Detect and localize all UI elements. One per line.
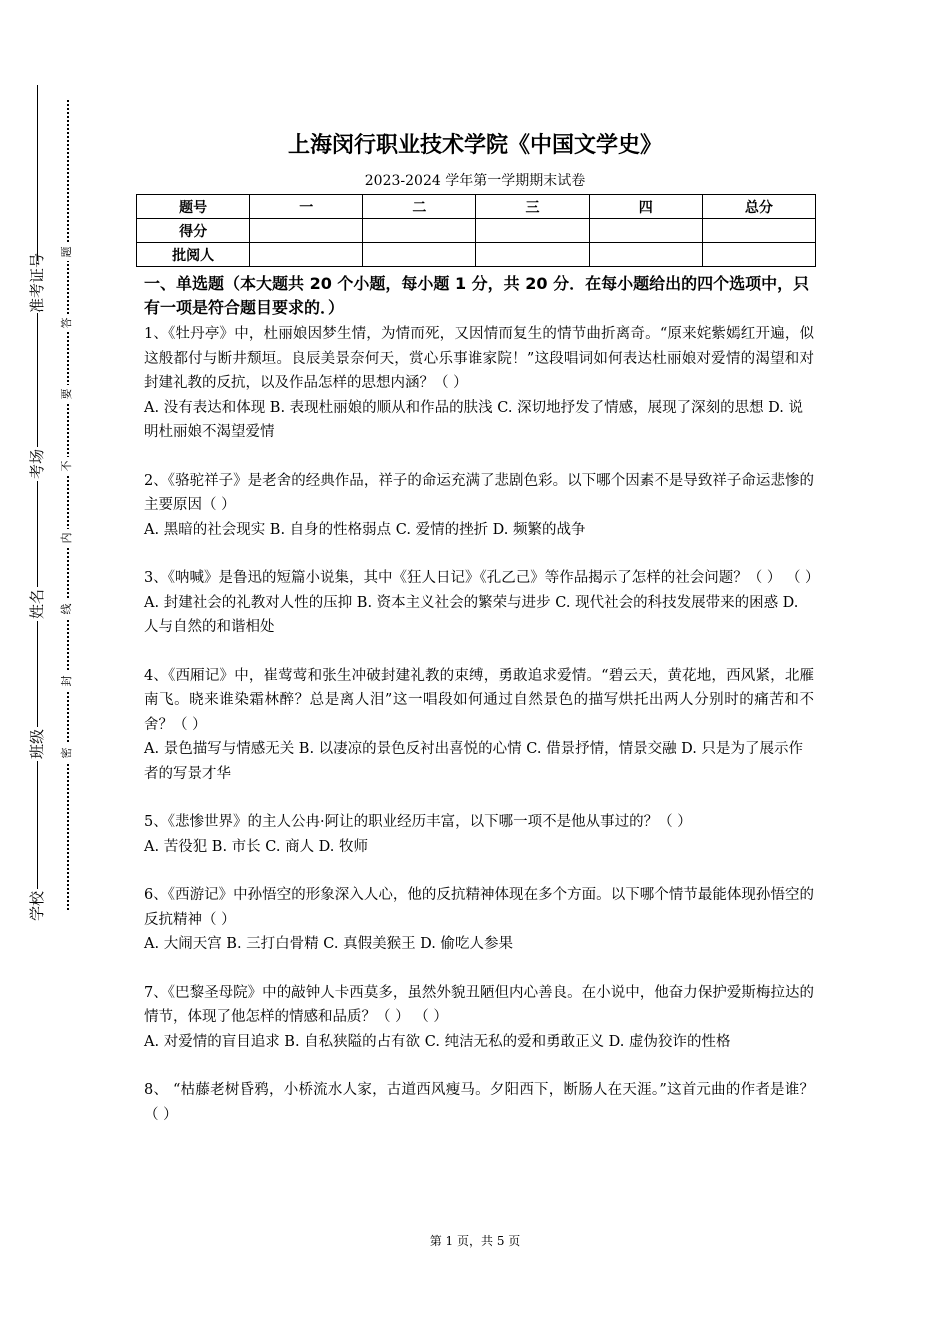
question-item	[144, 566, 820, 640]
question-item	[144, 981, 814, 1055]
question-item	[144, 1078, 814, 1127]
question-options: A. 没有表达和体现 B. 表现杜丽娘的顺从和作品的肤浅 C. 深切地抒发了情感，展现了深刻的思想 D. 说明杜丽娘不渴望爱情	[144, 399, 804, 440]
score-cell	[702, 219, 815, 243]
seal-char: 题	[58, 243, 76, 261]
section-heading: 一、单选题（本大题共 20 个小题，每小题 1 分，共 20 分．在每小题给出的四个选项中，只有一项是符合题目要求的．）	[144, 274, 810, 317]
page-footer: 第 1 页，共 5 页	[429, 1234, 521, 1248]
score-header-cell: 二	[363, 195, 476, 219]
score-cell	[589, 219, 702, 243]
question-item	[144, 322, 814, 445]
question-stem: 8、 “枯藤老树昏鸦，小桥流水人家，古道西风瘦马。夕阳西下，断肠人在天涯。”这首元曲的作者是谁？（ ）	[144, 1082, 814, 1123]
score-cell	[250, 219, 363, 243]
binding-solid-line	[37, 85, 38, 915]
score-row-label: 批阅人	[137, 243, 250, 267]
score-header-cell: 题号	[137, 195, 250, 219]
score-table	[136, 194, 816, 267]
score-cell	[589, 243, 702, 267]
seal-char: 封	[58, 672, 76, 690]
score-header-cell: 总分	[702, 195, 815, 219]
question-options: A. 封建社会的礼教对人性的压抑 B. 资本主义社会的繁荣与进步 C. 现代社会的科技发展带来的困惑 D. 人与自然的和谐相处	[144, 594, 799, 635]
question-options: A. 对爱情的盲目追求 B. 自私狭隘的占有欲 C. 纯洁无私的爱和勇敢正义 D. 虚伪狡诈的性格	[144, 1033, 731, 1050]
name-label: 姓名	[23, 587, 51, 621]
score-cell	[363, 243, 476, 267]
seal-char: 答	[58, 314, 76, 332]
score-cell	[702, 243, 815, 267]
question-options: A. 苦役犯 B. 市长 C. 商人 D. 牧师	[144, 838, 369, 855]
score-header-cell: 一	[250, 195, 363, 219]
exam-subtitle: 2023-2024 学年第一学期期末试卷	[364, 173, 586, 189]
seal-char: 要	[58, 385, 76, 403]
question-section	[144, 272, 820, 1151]
question-item	[144, 810, 814, 859]
score-cell	[363, 219, 476, 243]
score-row-label: 得分	[137, 219, 250, 243]
exam-number-label: 准考证号	[23, 261, 51, 313]
question-stem: 4、《西厢记》中，崔莺莺和张生冲破封建礼教的束缚，勇敢追求爱情。“碧云天，黄花地，西风紧，北雁南飞。晓来谁染霜林醉？总是离人泪”这一唱段如何通过自然景色的描写烘托出两人分别时的痛苦和不舍？（ ）	[144, 667, 814, 733]
question-options: A. 大闹天宫 B. 三打白骨精 C. 真假美猴王 D. 偷吃人参果	[144, 936, 514, 952]
score-cell	[476, 243, 589, 267]
seal-char: 密	[58, 744, 76, 762]
exam-room-label: 考场	[23, 447, 51, 481]
question-stem: 3、《呐喊》是鲁迅的短篇小说集，其中《狂人日记》《孔乙己》等作品揭示了怎样的社会问题？（ ） （ ）	[144, 570, 820, 586]
seal-char: 内	[58, 529, 76, 547]
question-item	[144, 664, 814, 787]
question-stem: 1、《牡丹亭》中，杜丽娘因梦生情，为情而死，又因情而复生的情节曲折离奇。“原来姹紫嫣红开遍，似这般都付与断井颓垣。良辰美景奈何天，赏心乐事谁家院！”这段唱词如何表达杜丽娘对爱情的渴望和对封建礼教的反抗，以及作品怎样的思想内涵？（ ）	[144, 326, 814, 391]
score-table-row	[137, 243, 816, 267]
score-header-cell: 三	[476, 195, 589, 219]
question-item	[144, 883, 814, 957]
seal-char: 不	[58, 457, 76, 475]
binding-dotted-line	[67, 100, 69, 910]
question-options: A. 景色描写与情感无关 B. 以凄凉的景色反衬出喜悦的心情 C. 借景抒情，情景交融 D. 只是为了展示作者的写景才华	[144, 741, 804, 782]
score-cell	[476, 219, 589, 243]
question-options: A. 黑暗的社会现实 B. 自身的性格弱点 C. 爱情的挫折 D. 频繁的战争	[144, 521, 586, 538]
question-item	[144, 469, 814, 543]
exam-title: 上海闵行职业技术学院《中国文学史》	[287, 133, 662, 158]
binding-margin	[0, 0, 110, 1344]
class-label: 班级	[23, 727, 51, 761]
score-header-cell: 四	[589, 195, 702, 219]
question-stem: 7、《巴黎圣母院》中的敲钟人卡西莫多，虽然外貌丑陋但内心善良。在小说中，他奋力保护爱斯梅拉达的情节，体现了他怎样的情感和品质？（ ） （ ）	[144, 984, 814, 1025]
score-table-header-row	[137, 195, 816, 219]
score-table-row	[137, 219, 816, 243]
school-label: 学校	[23, 889, 51, 923]
question-stem: 6、《西游记》中孙悟空的形象深入人心，他的反抗精神体现在多个方面。以下哪个情节最能体现孙悟空的反抗精神（ ）	[144, 887, 814, 928]
question-stem: 5、《悲惨世界》的主人公冉·阿让的职业经历丰富，以下哪一项不是他从事过的？（ ）	[144, 814, 692, 830]
seal-char: 线	[58, 600, 76, 618]
score-cell	[250, 243, 363, 267]
question-stem: 2、《骆驼祥子》是老舍的经典作品，祥子的命运充满了悲剧色彩。以下哪个因素不是导致祥子命运悲惨的主要原因（ ）	[144, 472, 814, 513]
